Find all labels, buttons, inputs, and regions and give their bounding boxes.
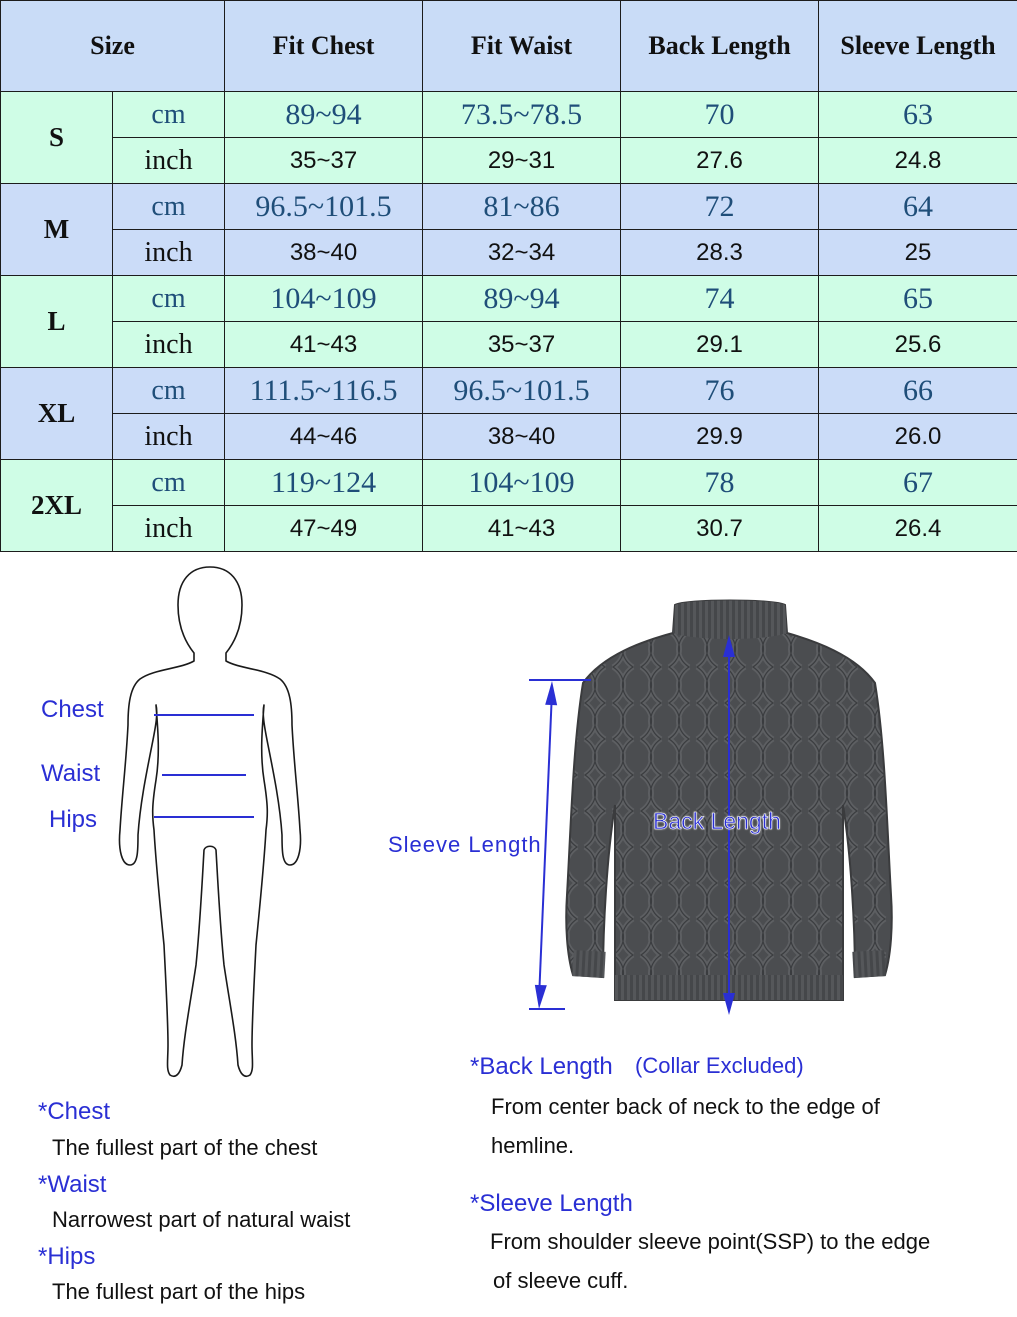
measurement-cell: 64 xyxy=(819,184,1017,230)
measurement-cell: 76 xyxy=(621,368,819,414)
measurement-cell: 96.5~101.5 xyxy=(423,368,621,414)
measurement-cell: 35~37 xyxy=(423,322,621,368)
measurement-cell: 35~37 xyxy=(225,138,423,184)
body-outline-path xyxy=(119,567,300,1076)
size-cell: S xyxy=(1,92,113,184)
measurement-cell: 72 xyxy=(621,184,819,230)
header-fit-chest: Fit Chest xyxy=(225,1,423,92)
measurement-cell: 74 xyxy=(621,276,819,322)
measurement-cell: 30.7 xyxy=(621,506,819,552)
back-note-text-2: hemline. xyxy=(491,1133,575,1158)
measurement-cell: 47~49 xyxy=(225,506,423,552)
measurement-cell: 63 xyxy=(819,92,1017,138)
back-note-subtitle: (Collar Excluded) xyxy=(635,1053,804,1078)
unit-cell: cm xyxy=(113,276,225,322)
hips-note-title: *Hips xyxy=(38,1243,96,1270)
sleeve-note-title: *Sleeve Length xyxy=(470,1190,633,1217)
back-length-label: Back Length xyxy=(653,808,781,834)
chest-note-text: The fullest part of the chest xyxy=(52,1135,318,1160)
measurement-cell: 25.6 xyxy=(819,322,1017,368)
header-back-length: Back Length xyxy=(621,1,819,92)
measurement-cell: 65 xyxy=(819,276,1017,322)
measurement-cell: 67 xyxy=(819,460,1017,506)
size-cell: 2XL xyxy=(1,460,113,552)
unit-cell: cm xyxy=(113,368,225,414)
measurement-cell: 29~31 xyxy=(423,138,621,184)
sleeve-note-text-2: of sleeve cuff. xyxy=(493,1268,629,1293)
measurement-cell: 41~43 xyxy=(225,322,423,368)
table-row xyxy=(1,92,1017,138)
unit-cell: inch xyxy=(113,322,225,368)
size-cell: XL xyxy=(1,368,113,460)
measurement-cell: 32~34 xyxy=(423,230,621,276)
back-note-title: *Back Length xyxy=(470,1053,613,1080)
unit-cell: inch xyxy=(113,138,225,184)
unit-cell: cm xyxy=(113,460,225,506)
measurement-cell: 66 xyxy=(819,368,1017,414)
table-row xyxy=(1,138,1017,184)
unit-cell: inch xyxy=(113,506,225,552)
table-header-row xyxy=(1,1,1017,92)
measurement-cell: 27.6 xyxy=(621,138,819,184)
hips-note-text: The fullest part of the hips xyxy=(52,1279,306,1304)
measurement-cell: 89~94 xyxy=(225,92,423,138)
table-row xyxy=(1,184,1017,230)
measurement-cell: 38~40 xyxy=(423,414,621,460)
measurement-cell: 28.3 xyxy=(621,230,819,276)
measurement-cell: 81~86 xyxy=(423,184,621,230)
measurement-cell: 89~94 xyxy=(423,276,621,322)
unit-cell: cm xyxy=(113,92,225,138)
waist-note-title: *Waist xyxy=(38,1171,107,1198)
waist-label: Waist xyxy=(41,760,101,787)
measurement-cell: 44~46 xyxy=(225,414,423,460)
measurement-cell: 70 xyxy=(621,92,819,138)
measurement-cell: 29.9 xyxy=(621,414,819,460)
size-chart-table xyxy=(0,0,1017,552)
measurement-cell: 111.5~116.5 xyxy=(225,368,423,414)
measurement-cell: 25 xyxy=(819,230,1017,276)
header-fit-waist: Fit Waist xyxy=(423,1,621,92)
table-row xyxy=(1,506,1017,552)
size-cell: M xyxy=(1,184,113,276)
measurement-cell: 26.4 xyxy=(819,506,1017,552)
measurement-cell: 104~109 xyxy=(423,460,621,506)
hips-label: Hips xyxy=(49,806,98,833)
sleeve-length-label: Sleeve Length xyxy=(388,832,542,857)
measurement-cell: 96.5~101.5 xyxy=(225,184,423,230)
sleeve-note-text-1: From shoulder sleeve point(SSP) to the edge xyxy=(490,1229,931,1254)
measurement-cell: 26.0 xyxy=(819,414,1017,460)
waist-note-text: Narrowest part of natural waist xyxy=(52,1207,351,1232)
measurement-cell: 78 xyxy=(621,460,819,506)
table-row xyxy=(1,368,1017,414)
body-outline-figure xyxy=(110,565,310,1085)
chest-label: Chest xyxy=(41,696,104,723)
chest-note-title: *Chest xyxy=(38,1098,111,1125)
size-cell: L xyxy=(1,276,113,368)
measurement-cell: 41~43 xyxy=(423,506,621,552)
measurement-cell: 119~124 xyxy=(225,460,423,506)
table-row xyxy=(1,230,1017,276)
unit-cell: inch xyxy=(113,230,225,276)
table-row xyxy=(1,460,1017,506)
measurement-cell: 24.8 xyxy=(819,138,1017,184)
unit-cell: cm xyxy=(113,184,225,230)
measurement-cell: 38~40 xyxy=(225,230,423,276)
table-row xyxy=(1,414,1017,460)
table-row xyxy=(1,322,1017,368)
back-note-text-1: From center back of neck to the edge of xyxy=(491,1094,880,1119)
header-sleeve-length: Sleeve Length xyxy=(819,1,1017,92)
table-row xyxy=(1,276,1017,322)
header-size: Size xyxy=(1,1,225,92)
measurement-cell: 29.1 xyxy=(621,322,819,368)
measurement-cell: 73.5~78.5 xyxy=(423,92,621,138)
measurement-cell: 104~109 xyxy=(225,276,423,322)
unit-cell: inch xyxy=(113,414,225,460)
